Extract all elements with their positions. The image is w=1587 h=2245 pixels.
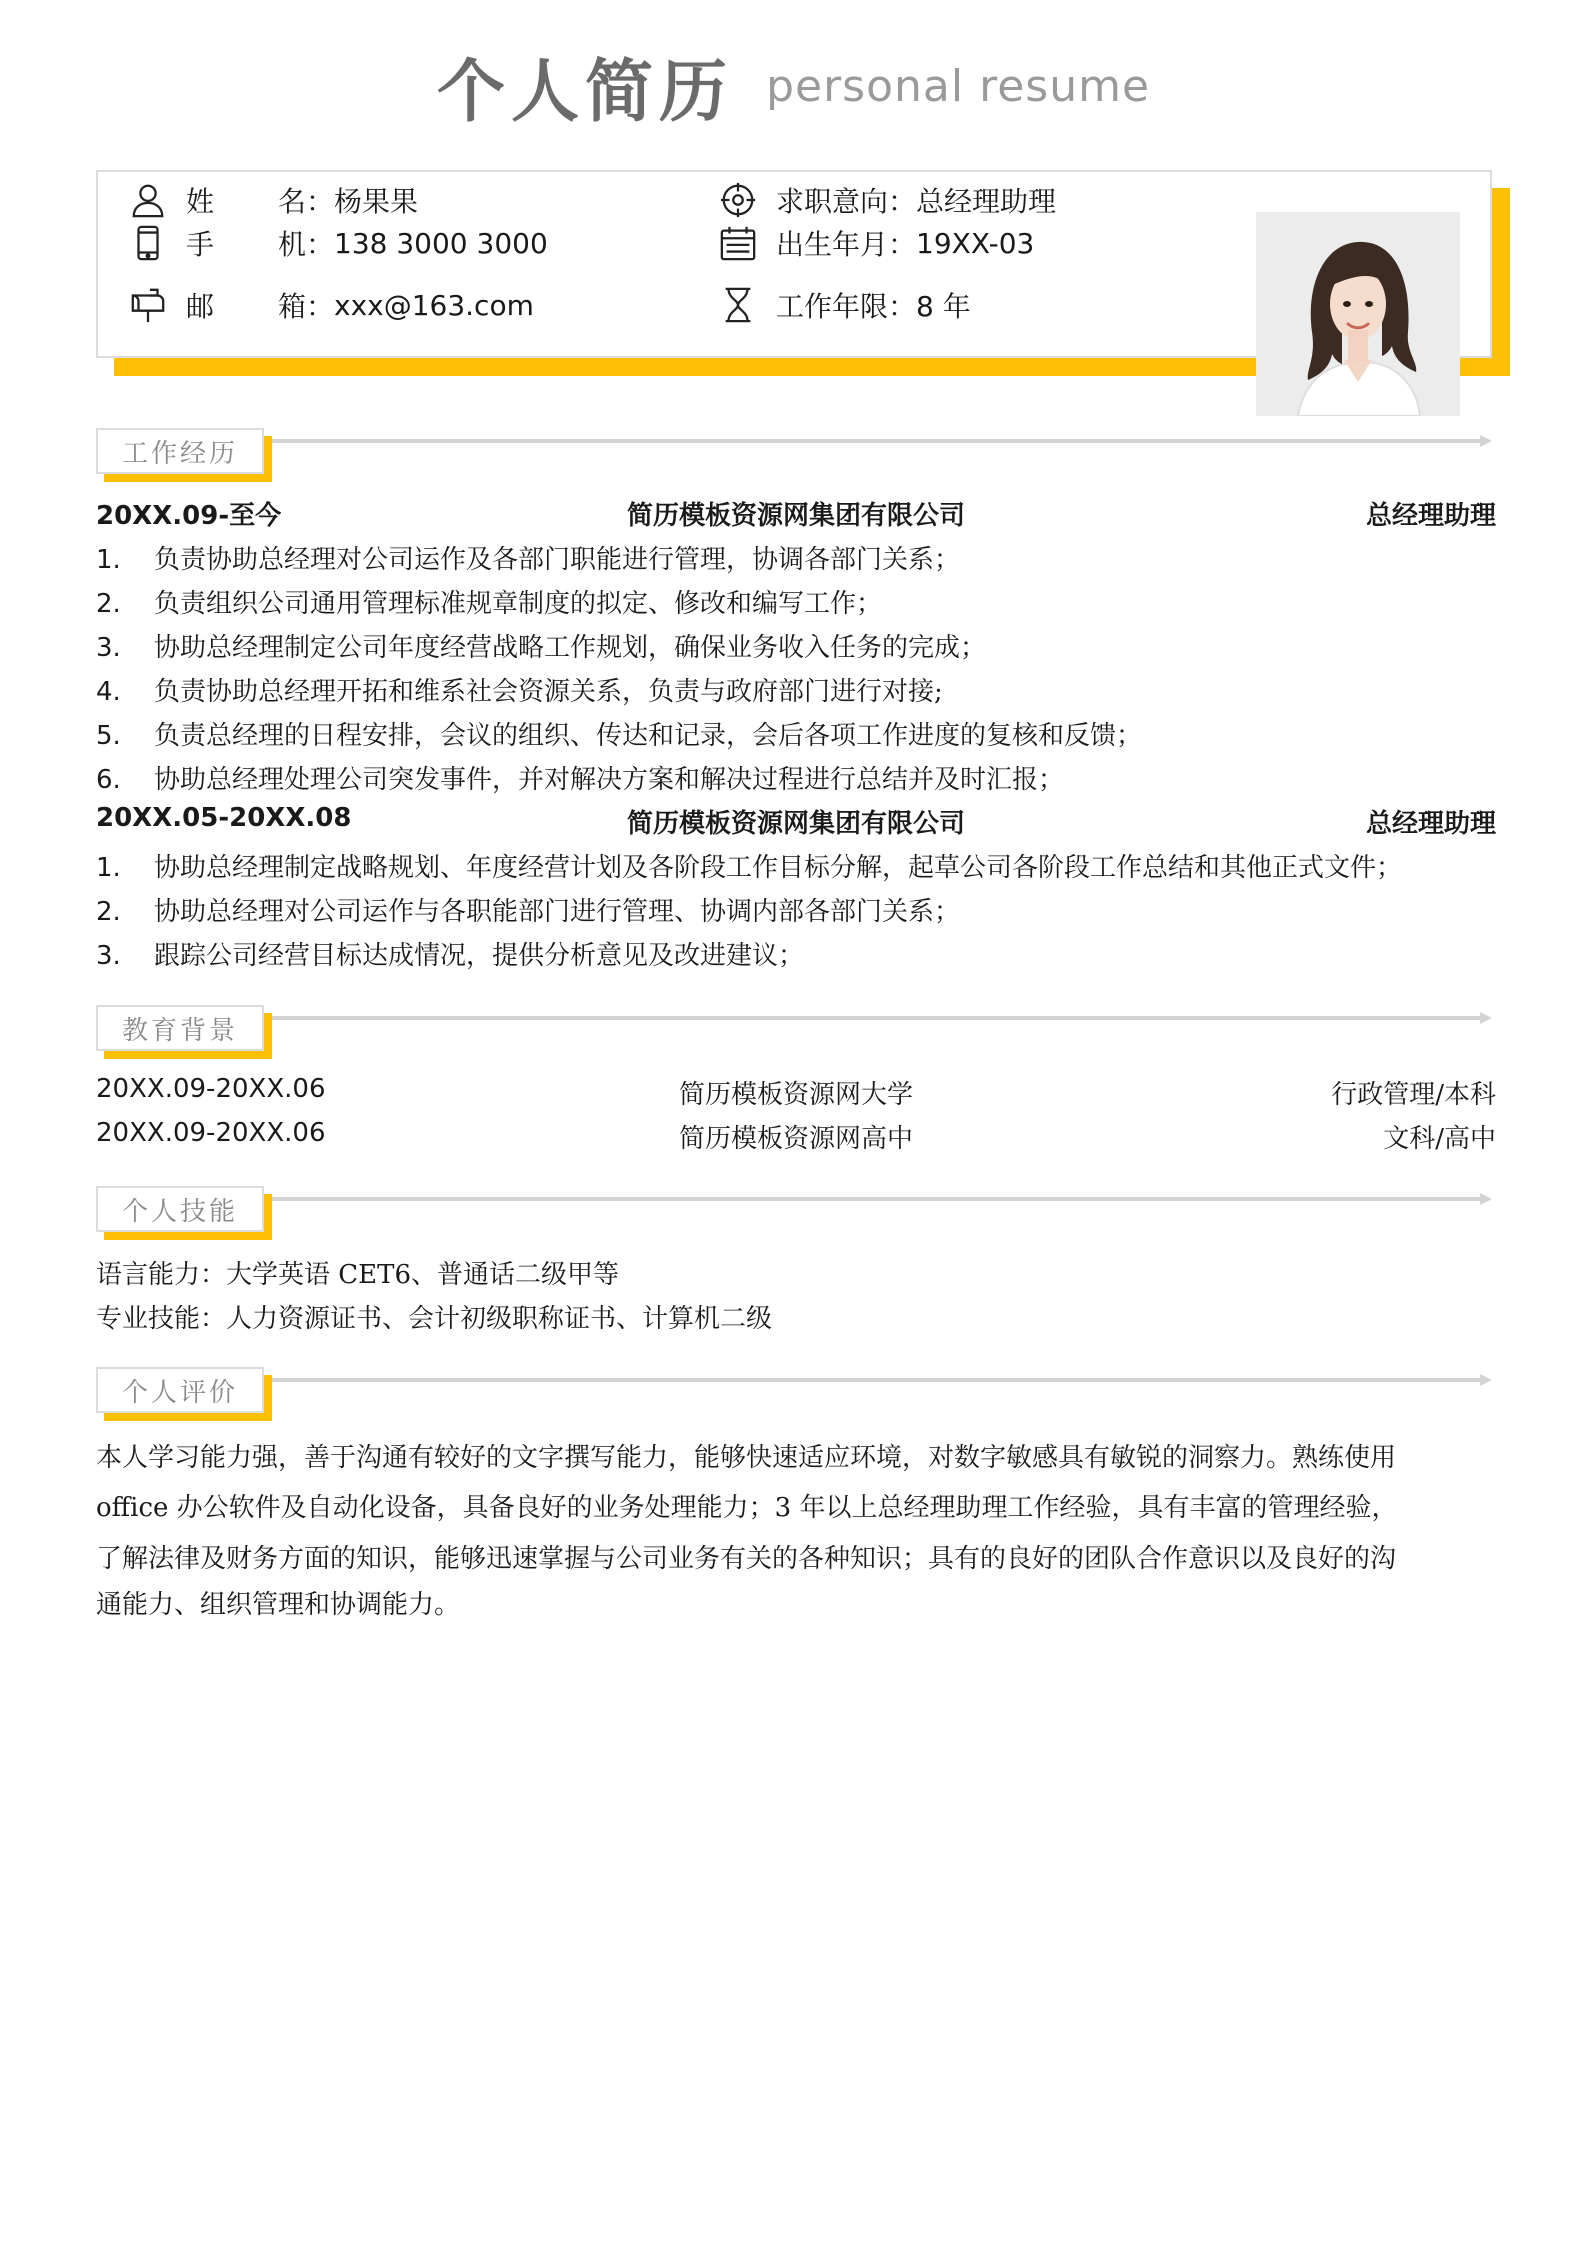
section-evaluation-title: 个人评价 <box>96 1367 264 1413</box>
evaluation-line: 通能力、组织管理和协调能力。 <box>96 1590 461 1620</box>
evaluation-line: 了解法律及财务方面的知识，能够迅速掌握与公司业务有关的各种知识；具有的良好的团队合作意识以及良好的沟 <box>96 1544 1397 1574</box>
section-education-title: 教育背景 <box>96 1005 264 1051</box>
section-divider <box>272 439 1482 443</box>
duty-item: 2. 协助总经理对公司运作与各职能部门进行管理、协调内部各部门关系； <box>96 897 961 927</box>
skill-item: 专业技能：人力资源证书、会计初级职称证书、计算机二级 <box>96 1304 773 1334</box>
info-intent <box>718 180 1056 220</box>
target-icon <box>718 180 758 220</box>
section-skills-header <box>96 1186 1496 1246</box>
calendar-icon <box>718 223 758 263</box>
email-value: xxx@163.com <box>334 288 534 322</box>
hourglass-icon <box>718 285 758 325</box>
section-divider <box>272 1378 1482 1382</box>
info-birth <box>718 223 1034 263</box>
section-divider <box>272 1016 1482 1020</box>
info-years <box>718 285 971 325</box>
education-row <box>96 1074 1496 1114</box>
intent-label: 求职意向： <box>776 185 917 218</box>
section-work-title: 工作经历 <box>96 428 264 474</box>
job-row-1 <box>96 495 1496 535</box>
duty-item: 1. 负责协助总经理对公司运作及各部门职能进行管理，协调各部门关系； <box>96 545 961 575</box>
skill-item: 语言能力：大学英语 CET6、普通话二级甲等 <box>96 1260 620 1290</box>
intent-value: 总经理助理 <box>916 185 1057 218</box>
section-evaluation-header <box>96 1367 1496 1427</box>
title-english: personal resume <box>766 61 1151 112</box>
duty-item: 2. 负责组织公司通用管理标准规章制度的拟定、修改和编写工作； <box>96 589 883 619</box>
job-position: 总经理助理 <box>1365 501 1496 531</box>
mailbox-icon <box>128 285 168 325</box>
job-company: 简历模板资源网集团有限公司 <box>626 501 965 531</box>
phone-icon <box>128 223 168 263</box>
section-education-header <box>96 1005 1496 1065</box>
edu-major: 行政管理/本科 <box>1331 1080 1496 1110</box>
name-label: 姓 名： <box>186 185 334 218</box>
title-chinese: 个人简历 <box>436 53 733 132</box>
section-work-header <box>96 428 1496 488</box>
resume-title <box>0 38 1587 135</box>
user-icon <box>128 180 168 220</box>
education-row <box>96 1118 1496 1158</box>
edu-period: 20XX.09-20XX.06 <box>96 1074 326 1104</box>
duty-item: 1. 协助总经理制定战略规划、年度经营计划及各阶段工作目标分解，起草公司各阶段工作总结和其他正式文件； <box>96 853 1403 883</box>
divider-arrow-icon <box>1480 1193 1492 1205</box>
duty-item: 5. 负责总经理的日程安排，会议的组织、传达和记录，会后各项工作进度的复核和反馈； <box>96 721 1143 751</box>
evaluation-line: 本人学习能力强，善于沟通有较好的文字撰写能力，能够快速适应环境，对数字敏感具有敏锐的洞察力。熟练使用 <box>96 1443 1397 1473</box>
job-period: 20XX.05-20XX.08 <box>96 803 352 833</box>
divider-arrow-icon <box>1480 1012 1492 1024</box>
divider-arrow-icon <box>1480 1374 1492 1386</box>
profile-photo <box>1256 212 1460 416</box>
duty-item: 3. 跟踪公司经营目标达成情况，提供分析意见及改进建议； <box>96 941 805 971</box>
duty-item: 3. 协助总经理制定公司年度经营战略工作规划，确保业务收入任务的完成； <box>96 633 987 663</box>
years-value: 8 年 <box>916 290 971 323</box>
job-position: 总经理助理 <box>1365 809 1496 839</box>
duty-item: 6. 协助总经理处理公司突发事件，并对解决方案和解决过程进行总结并及时汇报； <box>96 765 1065 795</box>
phone-label: 手 机： <box>186 228 334 261</box>
edu-school: 简历模板资源网大学 <box>678 1080 913 1110</box>
section-skills-title: 个人技能 <box>96 1186 264 1232</box>
edu-major: 文科/高中 <box>1383 1124 1496 1154</box>
info-email <box>128 285 534 325</box>
email-label: 邮 箱： <box>186 290 334 323</box>
name-value: 杨果果 <box>334 185 419 218</box>
phone-value: 138 3000 3000 <box>334 226 548 260</box>
birth-value: 19XX-03 <box>916 226 1035 260</box>
birth-label: 出生年月： <box>776 228 917 261</box>
job-company: 简历模板资源网集团有限公司 <box>626 809 965 839</box>
job-row-2 <box>96 803 1496 843</box>
evaluation-line: office 办公软件及自动化设备，具备良好的业务处理能力；3 年以上总经理助理工作经验，具有丰富的管理经验， <box>96 1493 1398 1523</box>
divider-arrow-icon <box>1480 435 1492 447</box>
edu-period: 20XX.09-20XX.06 <box>96 1118 326 1148</box>
duty-item: 4. 负责协助总经理开拓和维系社会资源关系，负责与政府部门进行对接; <box>96 677 943 707</box>
job-period: 20XX.09-至今 <box>96 501 282 531</box>
edu-school: 简历模板资源网高中 <box>678 1124 913 1154</box>
section-divider <box>272 1197 1482 1201</box>
info-phone <box>128 223 548 263</box>
years-label: 工作年限： <box>776 290 917 323</box>
info-name <box>128 180 418 220</box>
